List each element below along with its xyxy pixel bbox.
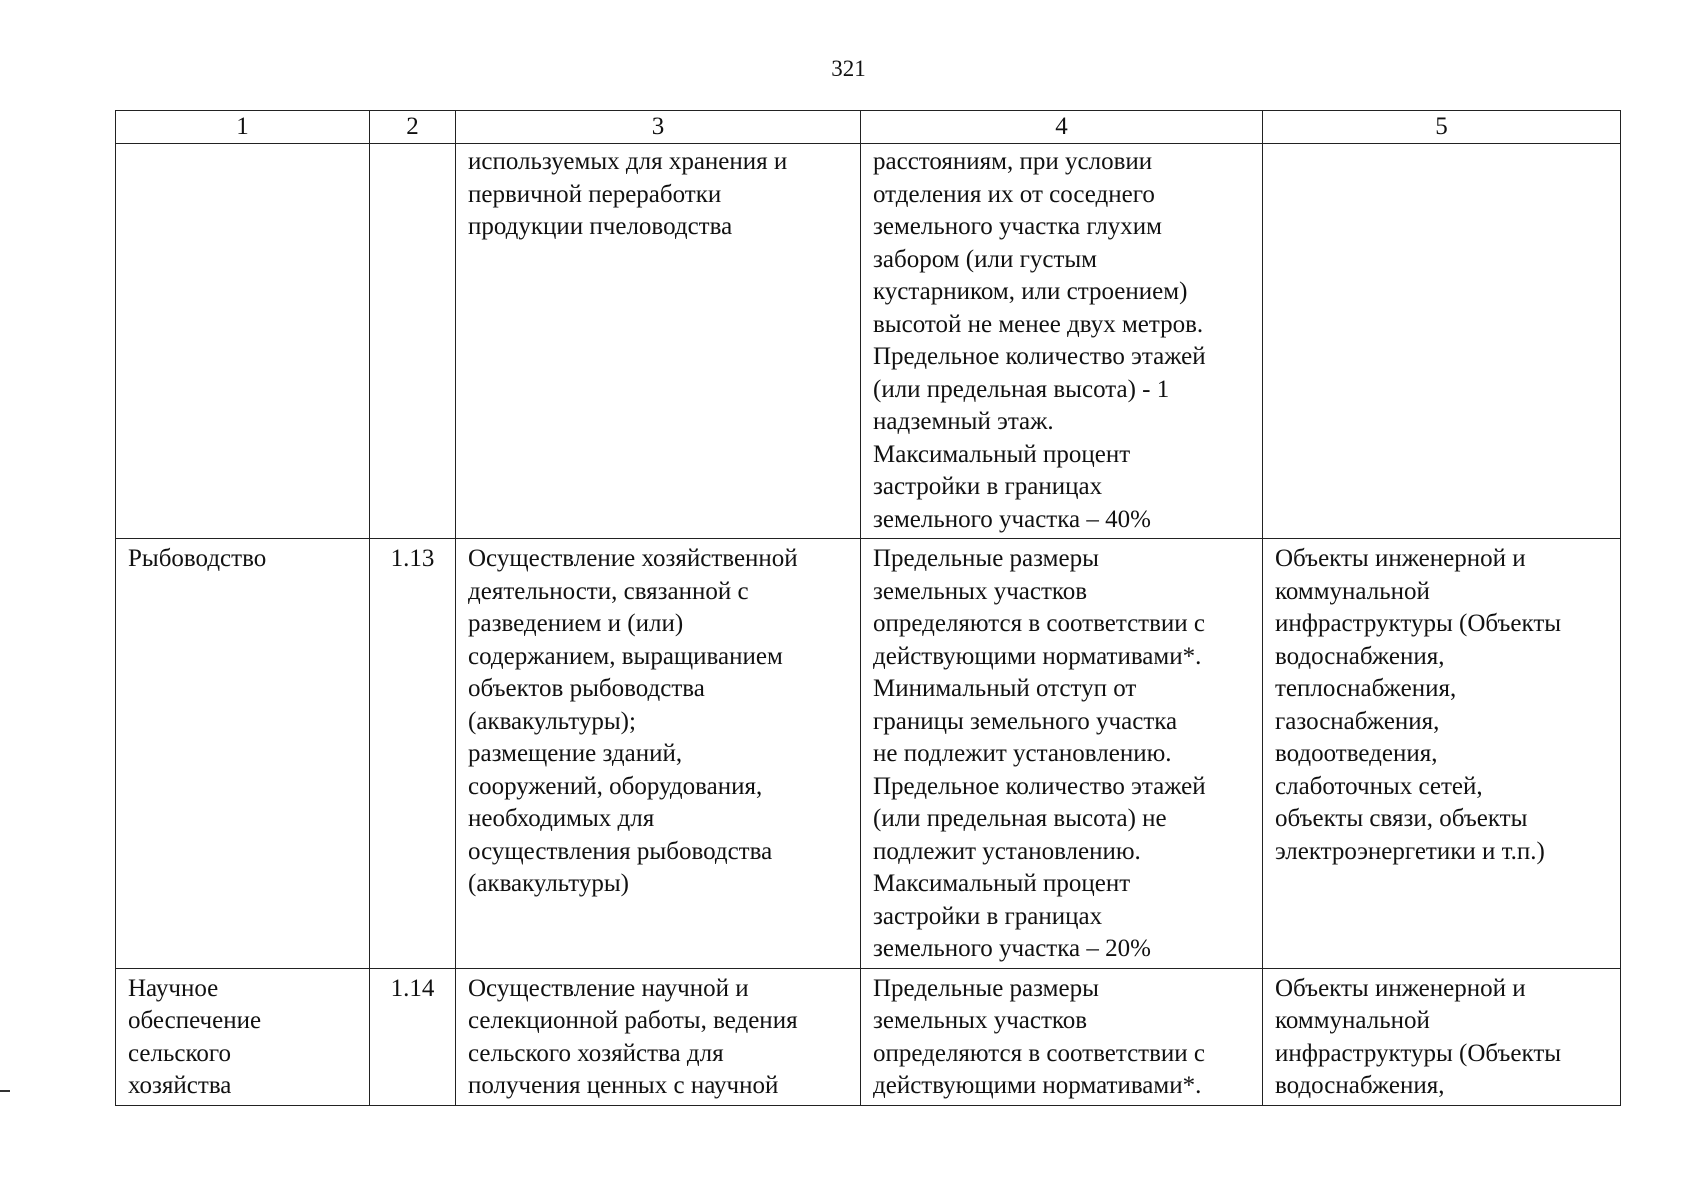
text-line: разведением и (или) (468, 610, 684, 637)
use-code: 1.14 (390, 974, 435, 1002)
text-line: водоснабжения, (1275, 642, 1445, 670)
infrastructure-cell (1263, 144, 1621, 539)
parameters-cell (861, 539, 1263, 969)
use-name-cell (116, 539, 370, 969)
parameters-cell (861, 968, 1263, 1105)
text-line: застройки в границах (873, 902, 1103, 930)
text-line: Научное (128, 974, 219, 1002)
text-line: получения ценных с научной (468, 1072, 779, 1099)
use-code-cell (370, 144, 456, 539)
use-code-cell (370, 968, 456, 1105)
infrastructure-cell (1263, 968, 1621, 1105)
text-line: электроэнергетики и т.п.) (1275, 837, 1545, 865)
text-line: расстояниям, при условии (873, 148, 1153, 175)
text-line: действующими нормативами*. (873, 642, 1202, 670)
text-line: используемых для хранения и (468, 148, 788, 175)
text-line: деятельности, связанной с (468, 577, 749, 605)
text-line: кустарником, или строением) (873, 278, 1188, 305)
text-line: селекционной работы, ведения (468, 1007, 798, 1034)
page-number: 321 (831, 56, 866, 81)
text-line: водоснабжения, (1275, 1072, 1445, 1099)
text-line: содержанием, выращиванием (468, 642, 783, 670)
text-line: объектов рыбоводства (468, 675, 705, 702)
use-name-cell (116, 968, 370, 1105)
description-cell (456, 144, 861, 539)
text-line: определяются в соответствии с (873, 610, 1206, 637)
header-cell-1: 1 (116, 111, 370, 144)
text-line: сельского (128, 1039, 231, 1067)
text-line: инфраструктуры (Объекты (1275, 1039, 1562, 1067)
text-line: слаботочных сетей, (1275, 772, 1483, 800)
text-line: коммунальной (1275, 577, 1430, 605)
text-line: обеспечение (128, 1007, 262, 1034)
land-use-table (115, 110, 1620, 1106)
text-line: необходимых для (468, 805, 655, 832)
text-line: не подлежит установлению. (873, 740, 1172, 767)
text-line: продукции пчеловодства (468, 213, 733, 240)
text-line: земельного участка – 20% (873, 935, 1151, 962)
table-row (116, 539, 1621, 969)
margin-mark (0, 1090, 10, 1092)
text-line: Предельное количество этажей (873, 343, 1206, 370)
text-line: Предельные размеры (873, 545, 1099, 572)
text-line: земельных участков (873, 577, 1088, 605)
use-code-cell (370, 539, 456, 969)
text-line: (или предельная высота) не (873, 805, 1167, 832)
text-line: (аквакультуры); (468, 707, 636, 735)
text-line: теплоснабжения, (1275, 675, 1457, 702)
text-line: действующими нормативами*. (873, 1072, 1202, 1099)
text-line: газоснабжения, (1275, 707, 1440, 735)
text-line: Предельные размеры (873, 974, 1099, 1002)
header-row (116, 111, 1621, 144)
text-line: Объекты инженерной и (1275, 545, 1526, 572)
text-line: забором (или густым (873, 245, 1097, 273)
text-line: первичной переработки (468, 180, 722, 208)
text-line: земельного участка глухим (873, 213, 1162, 240)
table-row (116, 968, 1621, 1105)
text-line: сооружений, оборудования, (468, 772, 763, 800)
text-line: размещение зданий, (468, 740, 683, 767)
text-line: определяются в соответствии с (873, 1039, 1206, 1067)
text-line: Минимальный отступ от (873, 675, 1137, 702)
table-row (116, 144, 1621, 539)
text-line: земельного участка – 40% (873, 505, 1151, 533)
infrastructure-cell (1263, 539, 1621, 969)
text-line: Осуществление хозяйственной (468, 545, 798, 572)
text-line: Максимальный процент (873, 440, 1131, 468)
header-cell-4: 4 (861, 111, 1263, 144)
header-cell-3: 3 (456, 111, 861, 144)
text-line: (или предельная высота) - 1 (873, 375, 1170, 403)
text-line: Объекты инженерной и (1275, 974, 1526, 1002)
description-cell (456, 539, 861, 969)
header-cell-5: 5 (1263, 111, 1621, 144)
text-line: осуществления рыбоводства (468, 837, 773, 865)
text-line: Максимальный процент (873, 870, 1131, 897)
text-line: надземный этаж. (873, 408, 1054, 435)
use-code: 1.13 (390, 545, 435, 572)
text-line: границы земельного участка (873, 707, 1178, 735)
use-name: Рыбоводство (128, 545, 267, 572)
text-line: Предельное количество этажей (873, 772, 1206, 800)
text-line: водоотведения, (1275, 740, 1438, 767)
text-line: застройки в границах (873, 473, 1103, 500)
text-line: коммунальной (1275, 1007, 1430, 1034)
text-line: высотой не менее двух метров. (873, 310, 1204, 338)
text-line: отделения их от соседнего (873, 180, 1155, 208)
text-line: подлежит установлению. (873, 837, 1141, 865)
text-line: инфраструктуры (Объекты (1275, 610, 1562, 637)
text-line: хозяйства (128, 1072, 232, 1099)
use-name-cell (116, 144, 370, 539)
text-line: Осуществление научной и (468, 974, 749, 1002)
text-line: (аквакультуры) (468, 870, 629, 897)
text-line: объекты связи, объекты (1275, 805, 1528, 832)
header-cell-2: 2 (370, 111, 456, 144)
text-line: земельных участков (873, 1007, 1088, 1034)
parameters-cell (861, 144, 1263, 539)
description-cell (456, 968, 861, 1105)
text-line: сельского хозяйства для (468, 1039, 724, 1067)
